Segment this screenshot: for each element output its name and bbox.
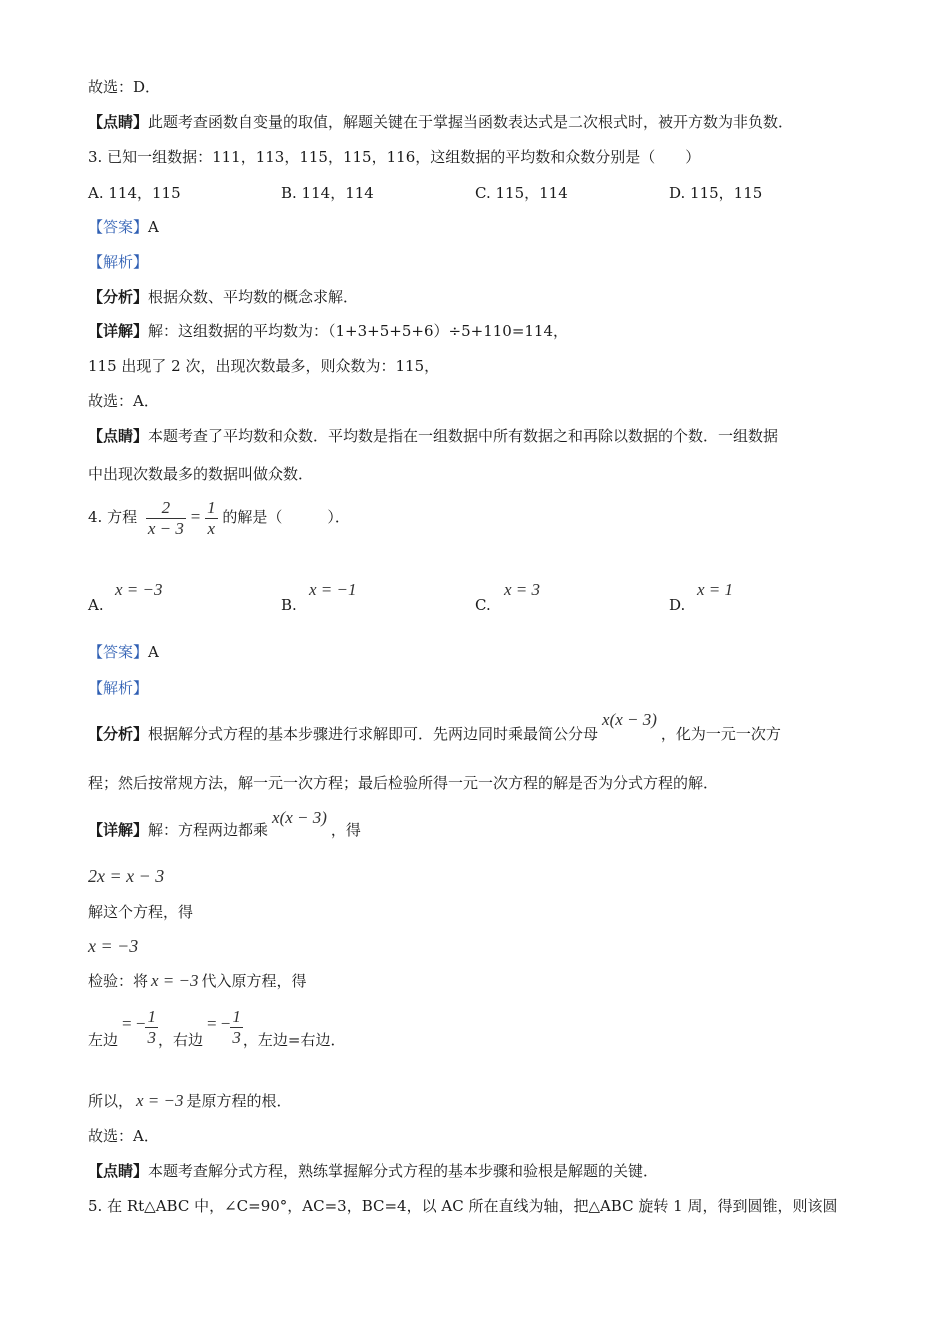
left-label: 左边: [88, 1031, 119, 1049]
xiangjie-tag: 【详解】: [88, 322, 149, 340]
fraction-numerator: 1: [147, 1006, 156, 1026]
q4-eq2: x = −3: [88, 936, 139, 956]
fenxi-text: 根据众数、平均数的概念求解．: [148, 288, 359, 306]
tip-tag: 【点睛】: [88, 1162, 149, 1180]
q4-answer: [88, 642, 159, 662]
q4-eq1: 2x = x − 3: [88, 866, 165, 886]
answer-tag: 【答案】: [88, 218, 149, 236]
q3-answer: [88, 217, 159, 237]
q4-option-d-letter: D.: [669, 596, 686, 614]
xiangjie-expr: x(x − 3): [272, 808, 327, 827]
tip-tag: 【点睛】: [88, 427, 149, 445]
q4-option-c-letter: C.: [475, 596, 491, 614]
q4-conclusion: 故选：A．: [88, 1127, 159, 1145]
xiangjie-text: 解：这组数据的平均数为：（1+3+5+5+6）÷5+110=114，: [148, 322, 569, 340]
q3-conclusion: 故选：A．: [88, 392, 159, 410]
q4-check: [88, 971, 307, 991]
tip-text: 本题考查了平均数和众数．平均数是指在一组数据中所有数据之和再除以数据的个数．一组数据: [148, 427, 779, 445]
q4-option-a-expr: x = −3: [115, 580, 163, 599]
q4-prefix: 4. 方程: [88, 508, 138, 526]
tip-tag: 【点睛】: [88, 113, 149, 131]
q4-verify: [88, 1006, 345, 1048]
fenxi-tag: 【分析】: [88, 288, 149, 306]
equal-text: ，左边=右边．: [242, 1031, 346, 1049]
q5-stem: 5. 在 Rt△ABC 中，∠C=90°，AC=3，BC=4，以 AC 所在直线为轴，把△ABC 旋转 1 周，得到圆锥，则该圆: [88, 1197, 838, 1215]
q3-line2: 115 出现了 2 次，出现次数最多，则众数为：115，: [88, 357, 440, 375]
q3-analysis-tag: 【解析】: [88, 253, 149, 271]
fraction-left-side: [145, 1007, 158, 1048]
right-equals: = −: [206, 1014, 231, 1033]
q4-option-a-letter: A.: [88, 596, 104, 614]
fenxi-text: 根据解分式方程的基本步骤进行求解即可．先两边同时乘最简公分母: [148, 725, 599, 743]
q4-so: [88, 1091, 292, 1111]
q3-tip-line2: 中出现次数最多的数据叫做众数．: [88, 465, 314, 483]
fraction-right: [205, 498, 218, 539]
fraction-right-side: [230, 1007, 243, 1048]
fraction-numerator: 1: [232, 1006, 241, 1026]
q3-fenxi: [88, 287, 358, 307]
fraction-denominator: 3: [147, 1027, 156, 1047]
fraction-numerator: 2: [161, 497, 171, 517]
so-text: 所以，: [88, 1092, 134, 1110]
q4-analysis-tag: 【解析】: [88, 679, 149, 697]
q3-xiangjie: [88, 321, 568, 341]
q3-option-d: D. 115，115: [669, 184, 763, 202]
fraction-denominator: 3: [232, 1027, 241, 1047]
left-equals: = −: [122, 1014, 146, 1033]
tip-text: 本题考查解分式方程，熟练掌握解分式方程的基本步骤和验根是解题的关键．: [148, 1162, 659, 1180]
q4-option-b-expr: x = −1: [309, 580, 357, 599]
q3-tip: [88, 426, 778, 446]
answer-value: A: [148, 643, 159, 661]
q4-option-c-expr: x = 3: [504, 580, 541, 599]
check-expr: x = −3: [151, 971, 199, 990]
tip-text: 此题考查函数自变量的取值，解题关键在于掌握当函数表达式是二次根式时，被开方数为非负数．: [148, 113, 794, 131]
xiangjie-tag: 【详解】: [88, 821, 149, 839]
q4-tip: [88, 1161, 658, 1181]
fenxi-text-b: ，化为一元一次方: [660, 725, 781, 743]
answer-value: A: [148, 218, 159, 236]
fraction-denominator: x: [205, 518, 218, 539]
q4-fenxi: [88, 710, 781, 744]
equals-sign: =: [190, 507, 201, 526]
q3-option-a: A. 114，115: [88, 184, 181, 202]
q4-step: 解这个方程，得: [88, 903, 194, 921]
q4-xiangjie: [88, 808, 361, 840]
q4-stem: [88, 497, 350, 539]
fraction-denominator: x − 3: [147, 518, 184, 538]
q4-suffix: 的解是（ ）．: [222, 508, 350, 526]
fraction-numerator: 1: [207, 497, 216, 517]
xiangjie-text-b: ，得: [330, 821, 361, 839]
prev-tip: [88, 112, 793, 132]
q3-option-c: C. 115，114: [475, 184, 568, 202]
xiangjie-text: 解：方程两边都乘: [148, 821, 269, 839]
q4-option-d-expr: x = 1: [697, 580, 734, 599]
q3-stem: 3. 已知一组数据：111，113，115，115，116，这组数据的平均数和众数分别是（ ）: [88, 148, 701, 166]
fenxi-tag: 【分析】: [88, 725, 149, 743]
so-text-b: 是原方程的根．: [186, 1092, 292, 1110]
check-text: 检验：将: [88, 972, 149, 990]
q4-option-b-letter: B.: [281, 596, 297, 614]
so-expr: x = −3: [136, 1091, 184, 1110]
fraction-left: [146, 498, 186, 539]
q4-fenxi-line2: 程；然后按常规方法，解一元一次方程；最后检验所得一元一次方程的解是否为分式方程的解．: [88, 774, 719, 792]
prev-conclusion: 故选：D．: [88, 78, 161, 96]
check-text-b: 代入原方程，得: [201, 972, 307, 990]
answer-tag: 【答案】: [88, 643, 149, 661]
fenxi-expr: x(x − 3): [602, 710, 657, 729]
right-label: ，右边: [157, 1031, 203, 1049]
q3-option-b: B. 114，114: [281, 184, 374, 202]
